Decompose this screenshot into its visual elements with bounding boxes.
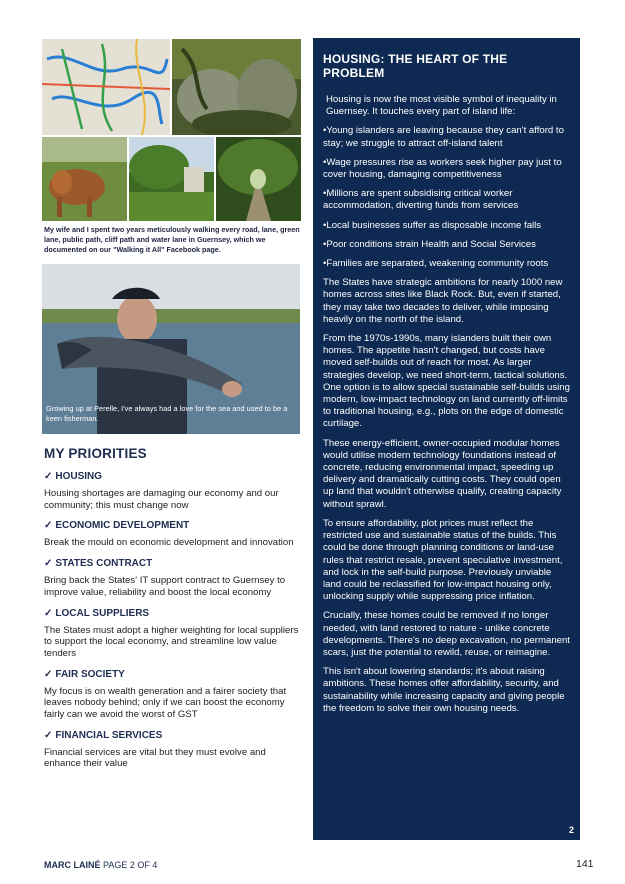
priority-heading-text: LOCAL SUPPLIERS [55, 607, 150, 619]
problem-bullet: • Local businesses suffer as disposable income falls [323, 220, 570, 232]
map-photo [42, 39, 170, 135]
panel-title: HOUSING: THE HEART OF THE PROBLEM [323, 52, 508, 80]
priority-heading [44, 608, 300, 619]
panel-paragraph: The States have strategic ambitions for nearly 1000 new homes across sites like Black Rock. But, even if started, they may take two decades to deliver, while imposing heavily on the north of the island. [323, 277, 563, 325]
panel-page-mark: 2 [568, 825, 574, 835]
priority-text: Bring back the States' IT support contract to Guernsey to improve value, reliability and boost the local economy [44, 575, 286, 598]
footer-name: MARC LAINÉ [44, 860, 101, 870]
problem-bullet: • Families are separated, weakening community roots [323, 258, 570, 270]
priority-heading [44, 520, 300, 531]
priority-text: Financial services are vital but they must evolve and enhance their value [44, 746, 266, 770]
priority-heading-text: FINANCIAL SERVICES [55, 729, 163, 741]
problem-bullets [323, 125, 570, 270]
walking-caption: My wife and I spent two years meticulously walking every road, lane, green lane, public path, cliff path and water lane in Guernsey, which we documented on our "Walking it All" Facebook page. [44, 225, 300, 254]
checkmark-icon: ✓ [44, 729, 53, 741]
footer-page-label: PAGE 2 OF 4 [103, 860, 158, 870]
priorities-list [44, 471, 300, 779]
priority-heading-text: ECONOMIC DEVELOPMENT [55, 520, 190, 532]
problem-bullet: • Wage pressures rise as workers seek higher pay just to cover housing, damaging competitiveness [323, 157, 570, 181]
cow-photo [42, 137, 127, 221]
checkmark-icon: ✓ [44, 558, 53, 570]
priority-heading [44, 669, 300, 680]
problem-bullet: • Young islanders are leaving because they can't afford to stay; we struggle to attract off-island talent [323, 125, 570, 149]
priority-heading [44, 730, 300, 741]
checkmark-icon: ✓ [44, 471, 53, 482]
panel-paragraph: These energy-efficient, owner-occupied modular homes would utilise modern technology foundations instead of concrete, reducing environmental impact, speeding up delivery and dramatically cutting costs. They could open up land that wouldn't otherwise qualify, creating capacity without sprawl. [323, 437, 562, 510]
panel-paragraph: This isn't about lowering standards; it's about raising ambitions. These homes offer affordability, security, and sustainability while increasing capacity and giving people the freedom to solve their own housing needs. [323, 666, 565, 714]
priority-item [44, 558, 300, 598]
lane-photo [216, 137, 301, 221]
checkmark-icon: ✓ [44, 520, 53, 532]
problem-bullet: • Millions are spent subsidising critical worker accommodation, diverting funds from services [323, 188, 570, 212]
problem-bullet: • Poor conditions strain Health and Social Services [323, 239, 570, 251]
priority-item [44, 730, 300, 770]
stone-wall-photo [172, 39, 301, 135]
checkmark-icon: ✓ [44, 607, 53, 619]
panel-paragraph: Crucially, these homes could be removed if no longer needed, with land restored to nature - unlike concrete developments. There's no deep excavation, no permanent scars, just the potential to rewild, reuse, or reimagine. [323, 610, 570, 658]
priority-text: My focus is on wealth generation and a fairer society that leaves nobody behind; only if we can boost the economy fairly can we avoid the worst of GST [44, 685, 287, 721]
garden-photo [129, 137, 214, 221]
priority-item [44, 608, 300, 660]
priority-text: The States must adopt a higher weighting for local suppliers to support the local economy, and streamline low value tenders [44, 624, 299, 659]
priority-heading-text: HOUSING [55, 471, 103, 482]
priority-item [44, 471, 300, 511]
panel-intro: Housing is now the most visible symbol of inequality in Guernsey. It touches every part of island life: [326, 94, 557, 118]
panel-paragraphs [323, 277, 570, 715]
priority-text: Break the mould on economic development and innovation [44, 537, 294, 549]
panel-paragraph: From the 1970s-1990s, many islanders built their own homes. The appetite hasn't changed, but costs have moved self-builds out of reach for most. As larger strategies develop, we need short-term, tactical solutions. One option is to allow special sustainable self-builds using modern, low-impact technology on land currently off-limits to traditional housing, e.g., plots on the edge of domestic curtilage. [323, 333, 570, 430]
priorities-title: MY PRIORITIES [44, 446, 147, 461]
priority-item [44, 520, 300, 549]
housing-panel [313, 38, 580, 840]
priority-heading-text: STATES CONTRACT [55, 558, 153, 570]
page-number: 141 [576, 858, 594, 870]
priority-heading [44, 558, 300, 569]
priority-heading [44, 471, 300, 482]
priority-item [44, 669, 300, 721]
priority-heading-text: FAIR SOCIETY [55, 668, 125, 680]
checkmark-icon: ✓ [44, 668, 53, 680]
priority-text: Housing shortages are damaging our economy and our community; this must change now [44, 488, 279, 511]
panel-paragraph: To ensure affordability, plot prices must reflect the restricted use and sustainable status of the builds. This could be done through planning conditions or land-use rules that restrict resale, prevent speculative investment, and lock in the self-build purpose. Previously unviable land could be reclassified for low-impact housing only, unlocking supply while suppressing price inflation. [323, 517, 563, 603]
footer-credit [44, 860, 157, 870]
fishing-caption: Growing up at Perelle, I've always had a love for the sea and used to be a keen fisherman. [46, 404, 288, 423]
